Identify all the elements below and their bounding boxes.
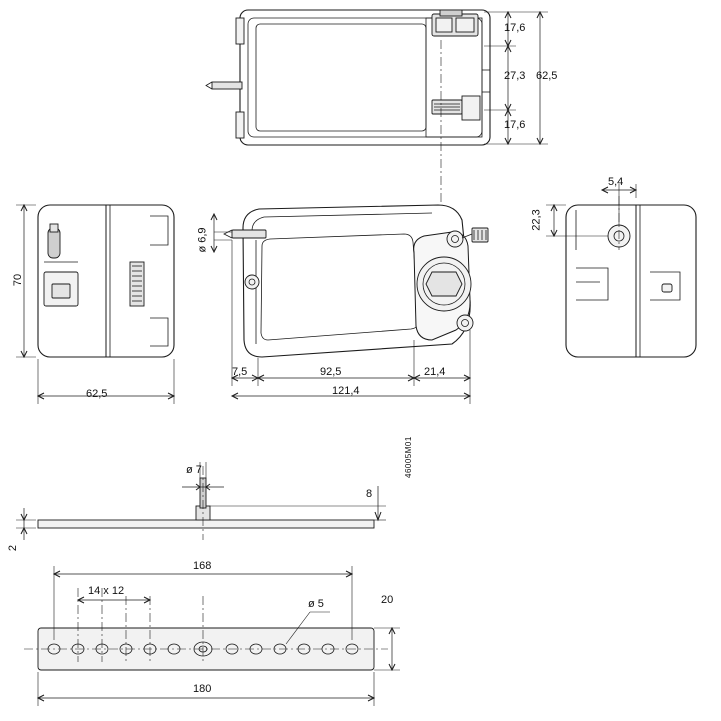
dim-17-6-lower: 17,6 <box>504 119 526 131</box>
dim-62-5-left: 62,5 <box>86 388 108 400</box>
dim-20: 20 <box>381 594 394 606</box>
dim-21-4: 21,4 <box>424 366 446 378</box>
dim-168: 168 <box>193 560 212 572</box>
dim-dia-7: ø 7 <box>186 464 202 476</box>
dim-5-4: 5,4 <box>608 176 624 188</box>
dim-121-4: 121,4 <box>332 385 360 397</box>
dim-8: 8 <box>366 488 373 500</box>
dim-7-5: 7,5 <box>232 366 248 378</box>
dim-17-6-upper: 17,6 <box>504 22 526 34</box>
front-view-geometry <box>224 205 488 357</box>
dim-dia-5: ø 5 <box>308 598 324 610</box>
drawing-code-label: 46005M01 <box>404 436 413 478</box>
dim-22-3: 22,3 <box>530 209 543 231</box>
dim-dia-6-9: ø 6,9 <box>196 227 209 253</box>
dim-27-3: 27,3 <box>504 70 526 82</box>
dim-180: 180 <box>193 683 212 695</box>
right-side-view-geometry <box>566 196 696 357</box>
dim-92-5: 92,5 <box>320 366 342 378</box>
left-side-view-geometry <box>38 205 174 357</box>
dim-14x12: 14 x 12 <box>88 585 125 597</box>
dim-62-5-top: 62,5 <box>536 70 558 82</box>
dim-2: 2 <box>7 544 20 552</box>
dim-70: 70 <box>12 273 25 287</box>
